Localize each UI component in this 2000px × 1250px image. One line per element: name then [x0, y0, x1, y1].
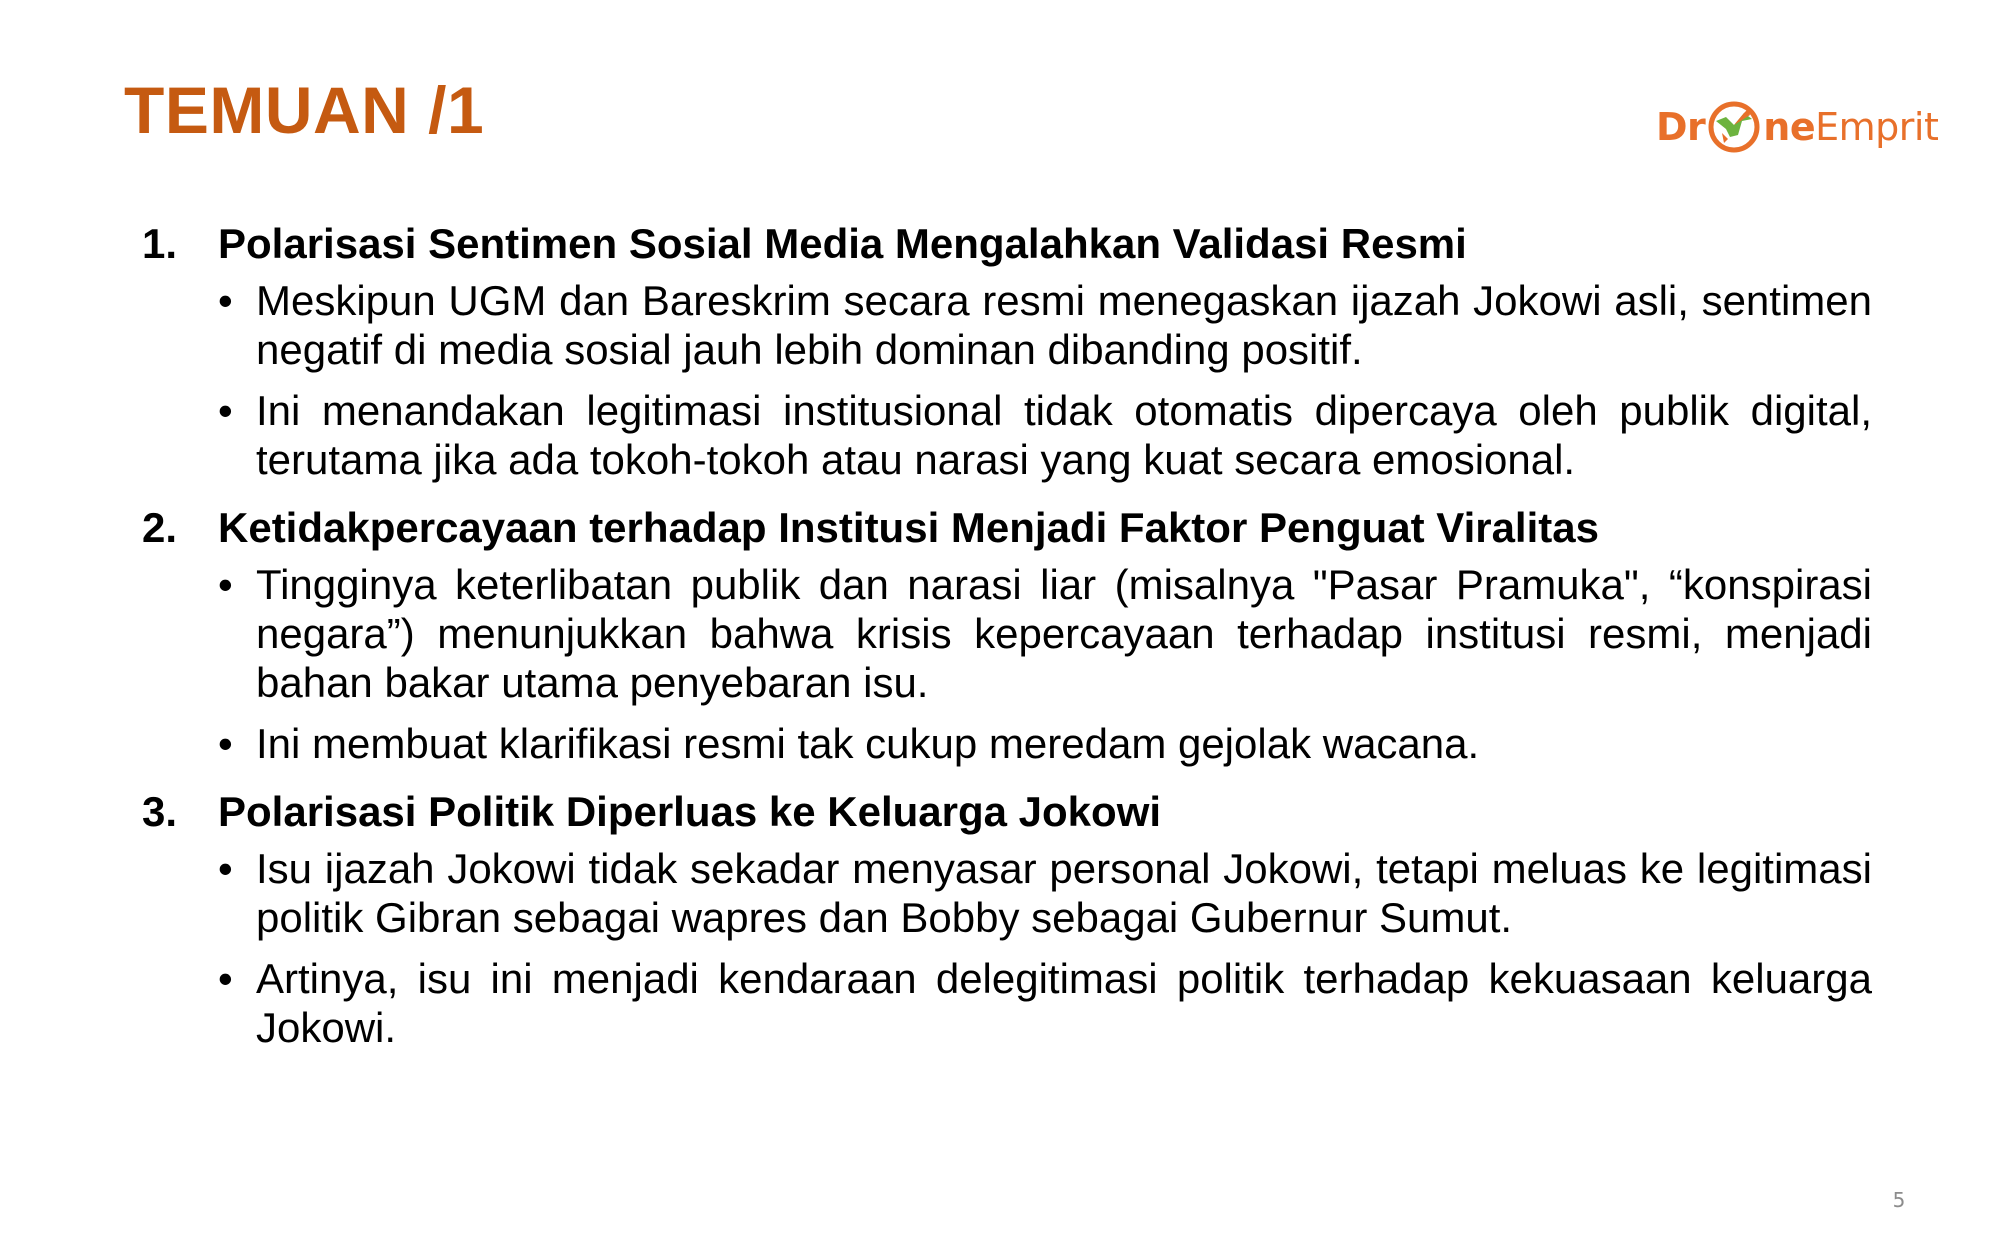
slide-title: TEMUAN /1: [124, 73, 485, 147]
finding-heading-text: Polarisasi Sentimen Sosial Media Mengalahkan Validasi Resmi: [218, 220, 1467, 267]
finding-number: 2.: [142, 504, 178, 551]
finding-section-3: [142, 786, 1872, 1052]
bullet-symbol: •: [218, 845, 233, 892]
bullet-item: [218, 719, 1872, 768]
bullet-symbol: •: [218, 720, 233, 767]
page-number: 5: [1892, 1188, 1906, 1212]
bullet-symbol: •: [218, 277, 233, 324]
finding-heading-3: [142, 786, 1872, 838]
findings-list: [142, 218, 1872, 1070]
bullet-text: Isu ijazah Jokowi tidak sekadar menyasar personal Jokowi, tetapi meluas ke legitimasi politik Gibran sebagai wapres dan Bobby sebagai Gubernur Sumut.: [256, 845, 1872, 941]
logo-text-emprit: Emprit: [1815, 105, 1939, 149]
bullet-item: [218, 560, 1872, 707]
finding-section-1: [142, 218, 1872, 484]
bullet-text: Tingginya keterlibatan publik dan narasi liar (misalnya "Pasar Pramuka", “konspirasi negara”) menunjukkan bahwa krisis kepercayaan terhadap institusi resmi, menjadi bahan bakar utama penyebaran isu.: [256, 561, 1872, 706]
bullet-text: Meskipun UGM dan Bareskrim secara resmi menegaskan ijazah Jokowi asli, sentimen negatif di media sosial jauh lebih dominan dibanding positif.: [256, 277, 1872, 373]
finding-heading-text: Polarisasi Politik Diperluas ke Keluarga Jokowi: [218, 788, 1162, 835]
bullet-item: [218, 386, 1872, 484]
bullet-text: Artinya, isu ini menjadi kendaraan delegitimasi politik terhadap kekuasaan keluarga Jokowi.: [256, 955, 1872, 1051]
finding-heading-2: [142, 502, 1872, 554]
bullet-item: [218, 276, 1872, 374]
bullet-item: [218, 844, 1872, 942]
logo-text-dr: Dr: [1656, 105, 1706, 149]
bullet-text: Ini menandakan legitimasi institusional tidak otomatis dipercaya oleh publik digital, terutama jika ada tokoh-tokoh atau narasi yang kuat secara emosional.: [256, 387, 1872, 483]
bullet-symbol: •: [218, 561, 233, 608]
bullet-text: Ini membuat klarifikasi resmi tak cukup meredam gejolak wacana.: [256, 720, 1480, 767]
drone-emprit-logo: [1656, 92, 1939, 162]
finding-heading-text: Ketidakpercayaan terhadap Institusi Menjadi Faktor Penguat Viralitas: [218, 504, 1599, 551]
bullet-item: [218, 954, 1872, 1052]
bullet-symbol: •: [218, 387, 233, 434]
drone-bird-icon: [1706, 99, 1762, 155]
finding-heading-1: [142, 218, 1872, 270]
bullet-symbol: •: [218, 955, 233, 1002]
finding-number: 1.: [142, 220, 178, 267]
finding-section-2: [142, 502, 1872, 768]
finding-number: 3.: [142, 788, 178, 835]
logo-text-ne: ne: [1763, 105, 1816, 149]
